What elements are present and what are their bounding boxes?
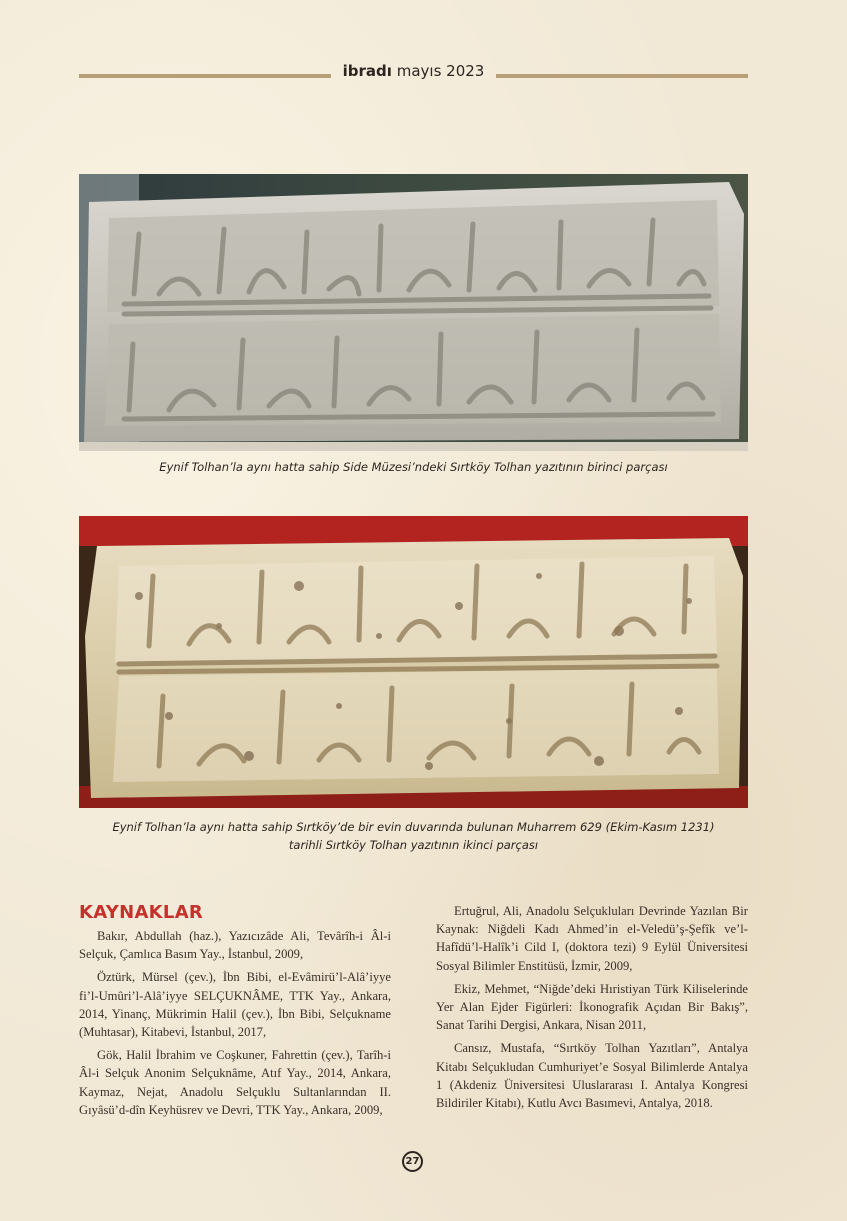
references-column-left <box>79 902 391 1124</box>
header-title <box>331 62 496 80</box>
header-rule-left <box>79 74 331 78</box>
references-column-right <box>436 902 748 1117</box>
reference-item: Gök, Halil İbrahim ve Coşkuner, Fahrettin (çev.), Tarîh-i Âl-i Selçuk Anonim Selçuknâme, Atıf Yay., 2014, Ankara, Kaymaz, Nejat, Anadolu Selçuklu Sultanlarından II. Gıyâsü’d-dîn Keyhüsrev ve Devri, TTK Yay., Ankara, 2009, <box>79 1048 391 1117</box>
photo-2-caption-line-2: tarihli Sırtköy Tolhan yazıtının ikinci parçası <box>288 838 539 852</box>
page-header <box>79 60 748 86</box>
photo-2-caption-line-1: Eynif Tolhan’la aynı hatta sahip Sırtköy’de bir evin duvarında bulunan Muharrem 629 (Ekim-Kasım 1231) <box>112 820 715 834</box>
photo-1-caption: Eynif Tolhan’la aynı hatta sahip Side Müzesi’ndeki Sırtköy Tolhan yazıtının birinci parçası <box>159 460 668 474</box>
inscription-stone-2-image <box>79 516 748 808</box>
reference-item: Öztürk, Mürsel (çev.), İbn Bibi, el-Evâmirü’l-Alâ’iyye fi’l-Umûri’l-Alâ’iyye SELÇUKNÂME, TTK Yay., Ankara, 2014, Yinanç, Mükrimin Halil (çev.), İbn Bibi, Selçukname (Muhtasar), Kitabevi, İstanbul, 2017, <box>79 970 391 1040</box>
inscription-photo-1 <box>79 174 748 451</box>
magazine-name: ibradı <box>342 62 392 80</box>
inscription-stone-1-image <box>79 174 748 451</box>
reference-item: Cansız, Mustafa, “Sırtköy Tolhan Yazıtları”, Antalya Kitabı Selçukludan Cumhuriyet’e Sosyal Bilimlerde Antalya 1 (Akdeniz Üniversitesi Uluslararası I. Antalya Kongresi Bildiriler Kitabı), Kutlu Avcı Basımevi, Antalya, 2018. <box>436 1041 748 1111</box>
reference-item: Ertuğrul, Ali, Anadolu Selçukluları Devrinde Yazılan Bir Kaynak: Niğdeli Kadı Ahmed’in el-Veledü’ş-Şefîk ve’l-Hafîdü’l-Halîk’i Cild I, (doktora tezi) 9 Eylül Üniversitesi Sosyal Bilimler Enstitüsü, İzmir, 2009, <box>436 904 748 973</box>
inscription-photo-2 <box>79 516 748 808</box>
issue-date: mayıs 2023 <box>396 62 485 80</box>
reference-item: Ekiz, Mehmet, “Niğde’deki Hıristiyan Türk Kiliselerinde Yer Alan Ejder Figürleri: İkonografik Açıdan Bir Bakış”, Sanat Tarihi Dergisi, Ankara, Nisan 2011, <box>436 981 748 1033</box>
header-rule-right <box>496 74 748 78</box>
photo-2-caption <box>79 818 748 854</box>
references-heading: KAYNAKLAR <box>79 902 204 923</box>
reference-item: Bakır, Abdullah (haz.), Yazıcızâde Ali, Tevârîh-i Âl-i Selçuk, Çamlıca Basım Yay., İstanbul, 2009, <box>79 929 391 962</box>
page-number: 27 <box>402 1151 423 1172</box>
